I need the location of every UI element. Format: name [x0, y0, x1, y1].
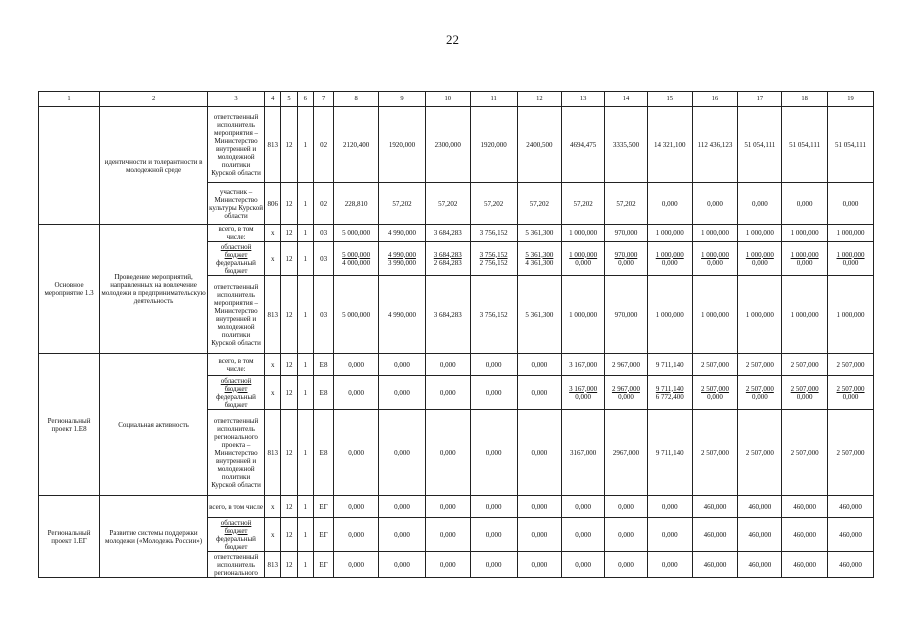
budget-code: 813 — [265, 552, 281, 578]
budget-code: 12 — [281, 107, 297, 183]
amount-value: 3 684,283 — [425, 225, 470, 242]
regional-budget-value: 1 000,000 — [790, 250, 819, 259]
amount-value: 1 000,000 — [562, 225, 605, 242]
regional-budget-value: 3 167,000 — [569, 384, 598, 393]
amount-value: 57,202 — [425, 183, 470, 225]
amount-value — [647, 242, 692, 276]
budget-code: 1 — [297, 107, 313, 183]
budget-code: x — [265, 354, 281, 376]
budget-code: x — [265, 225, 281, 242]
amount-value: 112 436,123 — [692, 107, 738, 183]
amount-value: 0,000 — [379, 410, 426, 496]
amount-value: 1920,000 — [470, 107, 517, 183]
budget-code: x — [265, 376, 281, 410]
amount-value: 0,000 — [562, 496, 605, 518]
regional-budget-value: 4 990,000 — [387, 250, 416, 259]
amount-value: 9 711,140 — [647, 410, 692, 496]
amount-value: 0,000 — [379, 518, 426, 552]
budget-code: 813 — [265, 276, 281, 354]
amount-value — [692, 376, 738, 410]
amount-value — [738, 242, 782, 276]
program-item-description: Развитие системы поддержки молодежи («Молодежь России») — [100, 496, 208, 578]
column-number-header: 16 — [692, 92, 738, 107]
amount-value: 460,000 — [828, 552, 874, 578]
amount-value: 0,000 — [334, 354, 379, 376]
amount-value: 0,000 — [470, 410, 517, 496]
regional-budget-value: 2 507,000 — [745, 384, 774, 393]
budget-code: 03 — [313, 276, 333, 354]
budget-code: 813 — [265, 107, 281, 183]
budget-code: 1 — [297, 276, 313, 354]
amount-value — [782, 242, 828, 276]
amount-value: 2 967,000 — [605, 354, 648, 376]
budget-code: 1 — [297, 354, 313, 376]
amount-value — [828, 376, 874, 410]
funding-source: всего, в том числе: — [208, 354, 265, 376]
regional-budget-value: 970,000 — [614, 250, 638, 259]
funding-source: всего, в том числе: — [208, 225, 265, 242]
budget-code: 12 — [281, 183, 297, 225]
federal-budget-value: 2 684,283 — [433, 258, 462, 267]
amount-value: 2 507,000 — [692, 410, 738, 496]
amount-value: 0,000 — [562, 552, 605, 578]
amount-value — [334, 242, 379, 276]
budget-code: 12 — [281, 552, 297, 578]
amount-value: 51 054,111 — [828, 107, 874, 183]
federal-budget-value: 0,000 — [842, 392, 859, 401]
amount-value: 0,000 — [470, 496, 517, 518]
amount-value: 0,000 — [782, 183, 828, 225]
budget-code: ЕГ — [313, 496, 333, 518]
amount-value: 0,000 — [470, 376, 517, 410]
column-number-header: 12 — [517, 92, 562, 107]
regional-budget-value: 2 507,000 — [836, 384, 865, 393]
amount-value: 3167,000 — [562, 410, 605, 496]
regional-budget-value: 2 507,000 — [701, 384, 730, 393]
federal-budget-value: 2 756,152 — [479, 258, 508, 267]
federal-budget-value: федеральный бюджет — [216, 258, 256, 275]
regional-budget-value: 3 684,283 — [433, 250, 462, 259]
amount-value: 1 000,000 — [562, 276, 605, 354]
page-number: 22 — [446, 32, 459, 47]
column-number-header: 15 — [647, 92, 692, 107]
amount-value: 1 000,000 — [647, 276, 692, 354]
regional-budget-value: 1 000,000 — [655, 250, 684, 259]
amount-value: 1 000,000 — [647, 225, 692, 242]
amount-value: 2120,400 — [334, 107, 379, 183]
header-row — [39, 92, 874, 107]
amount-value — [828, 242, 874, 276]
amount-value: 2 507,000 — [828, 354, 874, 376]
amount-value: 5 000,000 — [334, 276, 379, 354]
budget-code: x — [265, 496, 281, 518]
funding-source: ответственный исполнитель мероприятия – Министерство внутренней и молодежной политики Курской области — [208, 276, 265, 354]
column-number-header: 5 — [281, 92, 297, 107]
amount-value: 2 507,000 — [828, 410, 874, 496]
column-number-header: 1 — [39, 92, 100, 107]
program-item-name: Основное мероприятие 1.3 — [39, 225, 100, 354]
amount-value — [470, 242, 517, 276]
amount-value: 0,000 — [425, 552, 470, 578]
budget-code: 1 — [297, 410, 313, 496]
federal-budget-value: 0,000 — [796, 258, 813, 267]
column-number-header: 2 — [100, 92, 208, 107]
amount-value: 0,000 — [425, 496, 470, 518]
column-number-header: 7 — [313, 92, 333, 107]
program-item-name — [39, 107, 100, 225]
budget-code: 02 — [313, 107, 333, 183]
amount-value: 1 000,000 — [782, 225, 828, 242]
amount-value — [738, 376, 782, 410]
amount-value: 3335,500 — [605, 107, 648, 183]
federal-budget-value: 4 000,000 — [342, 258, 371, 267]
federal-budget-value: 0,000 — [575, 392, 592, 401]
amount-value — [379, 242, 426, 276]
amount-value: 1 000,000 — [782, 276, 828, 354]
amount-value: 3 167,000 — [562, 354, 605, 376]
amount-value: 3 684,283 — [425, 276, 470, 354]
amount-value: 0,000 — [470, 552, 517, 578]
table-row — [39, 496, 874, 518]
amount-value: 460,000 — [828, 496, 874, 518]
column-number-header: 17 — [738, 92, 782, 107]
column-number-header: 19 — [828, 92, 874, 107]
amount-value: 1 000,000 — [828, 225, 874, 242]
amount-value: 0,000 — [379, 354, 426, 376]
federal-budget-value: 0,000 — [618, 392, 634, 401]
amount-value: 0,000 — [379, 376, 426, 410]
amount-value — [692, 242, 738, 276]
amount-value: 51 054,111 — [782, 107, 828, 183]
amount-value — [562, 376, 605, 410]
regional-budget-value: 2 967,000 — [611, 384, 640, 393]
amount-value: 0,000 — [425, 410, 470, 496]
amount-value: 460,000 — [692, 552, 738, 578]
amount-value — [605, 376, 648, 410]
amount-value: 0,000 — [738, 183, 782, 225]
amount-value: 2300,000 — [425, 107, 470, 183]
amount-value: 0,000 — [334, 518, 379, 552]
column-number-header: 3 — [208, 92, 265, 107]
amount-value — [425, 242, 470, 276]
amount-value: 0,000 — [334, 376, 379, 410]
amount-value — [782, 376, 828, 410]
amount-value: 460,000 — [782, 552, 828, 578]
amount-value: 0,000 — [334, 552, 379, 578]
amount-value: 0,000 — [425, 518, 470, 552]
amount-value: 0,000 — [647, 552, 692, 578]
amount-value: 0,000 — [647, 183, 692, 225]
amount-value: 0,000 — [334, 496, 379, 518]
budget-code: 806 — [265, 183, 281, 225]
amount-value: 2 507,000 — [692, 354, 738, 376]
regional-budget-value: 1 000,000 — [569, 250, 598, 259]
budget-code: 1 — [297, 242, 313, 276]
amount-value: 0,000 — [828, 183, 874, 225]
table-row — [39, 107, 874, 183]
amount-value: 1 000,000 — [828, 276, 874, 354]
budget-code: 03 — [313, 225, 333, 242]
regional-budget-value: 5 361,300 — [525, 250, 554, 259]
federal-budget-value: 6 772,400 — [655, 392, 684, 401]
program-item-description: идентичности и толерантности в молодежной среде — [100, 107, 208, 225]
regional-budget-value: 5 000,000 — [342, 250, 371, 259]
regional-budget-value: 2 507,000 — [790, 384, 819, 393]
amount-value: 3 756,152 — [470, 225, 517, 242]
regional-budget-value: 3 756,152 — [479, 250, 508, 259]
amount-value: 4 990,000 — [379, 276, 426, 354]
amount-value: 0,000 — [605, 518, 648, 552]
amount-value: 460,000 — [738, 518, 782, 552]
funding-source: участник – Министерство культуры Курской области — [208, 183, 265, 225]
federal-budget-value: 0,000 — [842, 258, 859, 267]
budget-code: 1 — [297, 376, 313, 410]
budget-table — [38, 91, 874, 578]
amount-value: 0,000 — [517, 552, 562, 578]
amount-value: 1 000,000 — [692, 276, 738, 354]
funding-source: всего, в том числе — [208, 496, 265, 518]
table-row — [39, 354, 874, 376]
amount-value: 1 000,000 — [738, 276, 782, 354]
amount-value: 57,202 — [605, 183, 648, 225]
federal-budget-value: 0,000 — [618, 258, 634, 267]
column-number-header: 6 — [297, 92, 313, 107]
budget-code: 12 — [281, 410, 297, 496]
budget-code: 12 — [281, 518, 297, 552]
program-item-name: Региональный проект 1.ЕГ — [39, 496, 100, 578]
federal-budget-value: федеральный бюджет — [216, 392, 256, 409]
budget-code: 12 — [281, 242, 297, 276]
amount-value: 2 507,000 — [782, 410, 828, 496]
amount-value: 0,000 — [425, 376, 470, 410]
amount-value: 2 507,000 — [782, 354, 828, 376]
amount-value: 0,000 — [605, 552, 648, 578]
column-number-header: 14 — [605, 92, 648, 107]
funding-source: ответственный исполнитель мероприятия – Министерство внутренней и молодежной политики Курской области — [208, 107, 265, 183]
amount-value: 0,000 — [517, 410, 562, 496]
funding-source — [208, 376, 265, 410]
federal-budget-value: 0,000 — [751, 392, 768, 401]
amount-value: 970,000 — [605, 276, 648, 354]
amount-value: 0,000 — [470, 518, 517, 552]
amount-value: 228,810 — [334, 183, 379, 225]
federal-budget-value: 3 990,000 — [387, 258, 416, 267]
budget-code: ЕГ — [313, 518, 333, 552]
amount-value: 460,000 — [692, 496, 738, 518]
budget-code: 1 — [297, 518, 313, 552]
federal-budget-value: 0,000 — [796, 392, 813, 401]
regional-budget-value: областной бюджет — [220, 518, 252, 535]
budget-code: 813 — [265, 410, 281, 496]
budget-code: 03 — [313, 242, 333, 276]
amount-value: 0,000 — [517, 518, 562, 552]
amount-value: 0,000 — [517, 496, 562, 518]
amount-value: 5 361,300 — [517, 225, 562, 242]
budget-code: 02 — [313, 183, 333, 225]
regional-budget-value: 1 000,000 — [745, 250, 774, 259]
column-number-header: 8 — [334, 92, 379, 107]
amount-value: 3 756,152 — [470, 276, 517, 354]
amount-value: 4694,475 — [562, 107, 605, 183]
amount-value: 0,000 — [379, 552, 426, 578]
column-number-header: 10 — [425, 92, 470, 107]
amount-value: 0,000 — [379, 496, 426, 518]
funding-source: ответственный исполнитель регионального — [208, 552, 265, 578]
amount-value: 9 711,140 — [647, 354, 692, 376]
amount-value: 0,000 — [470, 354, 517, 376]
amount-value: 0,000 — [334, 410, 379, 496]
budget-code: 1 — [297, 552, 313, 578]
program-item-description: Социальная активность — [100, 354, 208, 496]
funding-source: ответственный исполнитель регионального проекта – Министерство внутренней и молодежной политики Курской области — [208, 410, 265, 496]
amount-value: 0,000 — [425, 354, 470, 376]
column-number-header: 4 — [265, 92, 281, 107]
amount-value: 1920,000 — [379, 107, 426, 183]
program-item-description: Проведение мероприятий, направленных на вовлечение молодежи в предпринимательскую деятельность — [100, 225, 208, 354]
amount-value: 0,000 — [605, 496, 648, 518]
amount-value: 5 000,000 — [334, 225, 379, 242]
column-number-header: 9 — [379, 92, 426, 107]
amount-value: 57,202 — [517, 183, 562, 225]
budget-code: 1 — [297, 496, 313, 518]
federal-budget-value: федеральный бюджет — [216, 534, 256, 551]
amount-value — [562, 242, 605, 276]
amount-value — [517, 242, 562, 276]
amount-value: 2967,000 — [605, 410, 648, 496]
budget-code: Е8 — [313, 376, 333, 410]
budget-code: 1 — [297, 183, 313, 225]
budget-code: x — [265, 242, 281, 276]
amount-value — [647, 376, 692, 410]
amount-value: 4 990,000 — [379, 225, 426, 242]
amount-value: 14 321,100 — [647, 107, 692, 183]
budget-code: 12 — [281, 496, 297, 518]
funding-source — [208, 242, 265, 276]
funding-source — [208, 518, 265, 552]
budget-code: 12 — [281, 225, 297, 242]
federal-budget-value: 0,000 — [751, 258, 768, 267]
amount-value: 0,000 — [692, 183, 738, 225]
amount-value: 460,000 — [692, 518, 738, 552]
regional-budget-value: областной бюджет — [220, 242, 252, 259]
amount-value: 460,000 — [738, 552, 782, 578]
amount-value: 2 507,000 — [738, 354, 782, 376]
table-row — [39, 225, 874, 242]
amount-value: 57,202 — [562, 183, 605, 225]
regional-budget-value: 1 000,000 — [836, 250, 865, 259]
federal-budget-value: 0,000 — [707, 258, 723, 267]
federal-budget-value: 4 361,300 — [525, 258, 554, 267]
amount-value: 57,202 — [470, 183, 517, 225]
regional-budget-value: 1 000,000 — [701, 250, 730, 259]
column-number-header: 11 — [470, 92, 517, 107]
budget-code: Е8 — [313, 354, 333, 376]
budget-code: ЕГ — [313, 552, 333, 578]
federal-budget-value: 0,000 — [661, 258, 678, 267]
column-number-header: 18 — [782, 92, 828, 107]
budget-code: 1 — [297, 225, 313, 242]
program-item-name: Региональный проект 1.Е8 — [39, 354, 100, 496]
amount-value: 460,000 — [738, 496, 782, 518]
amount-value — [605, 242, 648, 276]
amount-value: 51 054,111 — [738, 107, 782, 183]
amount-value: 0,000 — [517, 376, 562, 410]
federal-budget-value: 0,000 — [707, 392, 723, 401]
budget-code: 12 — [281, 354, 297, 376]
regional-budget-value: 9 711,140 — [655, 384, 684, 393]
amount-value: 460,000 — [782, 518, 828, 552]
amount-value: 2 507,000 — [738, 410, 782, 496]
amount-value: 57,202 — [379, 183, 426, 225]
regional-budget-value: областной бюджет — [220, 376, 252, 393]
budget-code: 12 — [281, 276, 297, 354]
amount-value: 0,000 — [647, 496, 692, 518]
amount-value: 1 000,000 — [692, 225, 738, 242]
amount-value: 0,000 — [647, 518, 692, 552]
amount-value: 0,000 — [562, 518, 605, 552]
amount-value: 460,000 — [782, 496, 828, 518]
amount-value: 2400,500 — [517, 107, 562, 183]
amount-value: 970,000 — [605, 225, 648, 242]
budget-code: Е8 — [313, 410, 333, 496]
amount-value: 460,000 — [828, 518, 874, 552]
amount-value: 5 361,300 — [517, 276, 562, 354]
column-number-header: 13 — [562, 92, 605, 107]
amount-value: 1 000,000 — [738, 225, 782, 242]
federal-budget-value: 0,000 — [575, 258, 592, 267]
budget-code: 12 — [281, 376, 297, 410]
budget-code: x — [265, 518, 281, 552]
amount-value: 0,000 — [517, 354, 562, 376]
